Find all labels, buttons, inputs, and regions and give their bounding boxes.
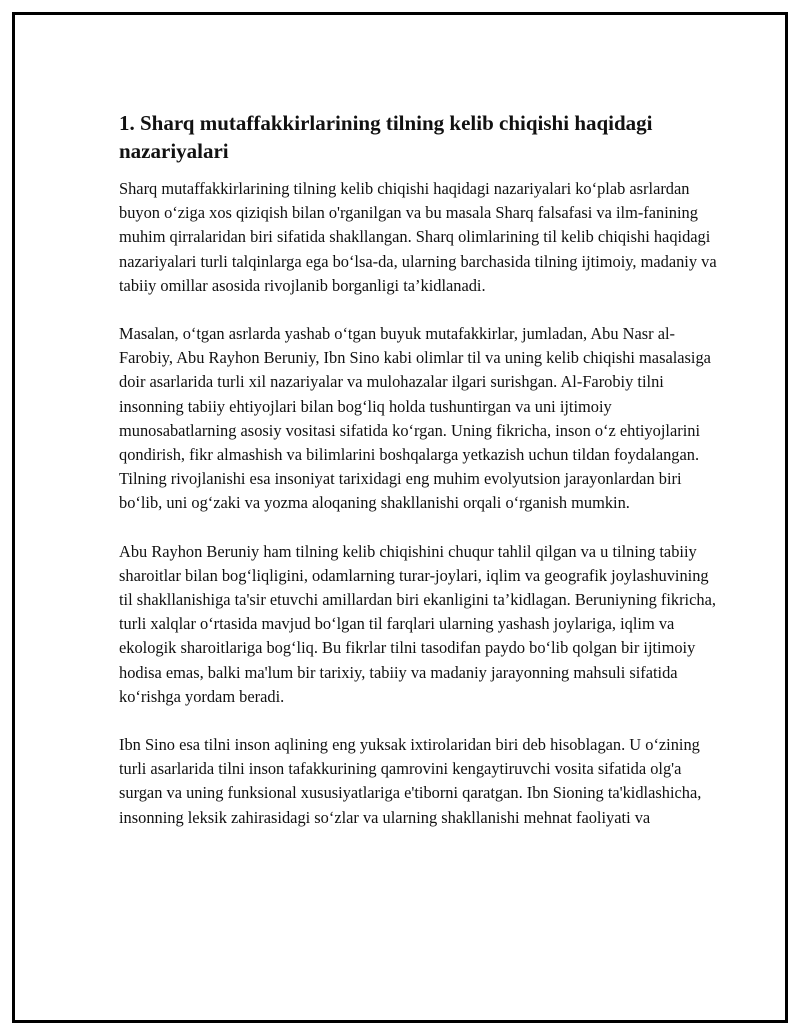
paragraph-beruniy: Abu Rayhon Beruniy ham tilning kelib chiqishini chuqur tahlil qilgan va u tilning tabiiy sharoitlar bilan bog‘liqligini, odamlarning turar-joylari, iqlim va geografik joylashuvining til shakllanishiga ta'sir etuvchi amillardan biri ekanligini ta’kidlagan. Beruniyning fikricha, turli xalqlar o‘rtasida mavjud bo‘lgan til farqlari ularning yashash joylariga, iqlim va ekologik sharoitlariga bog‘liq. Bu fikrlar tilni tasodifan paydo bo‘lib qolgan bir ijtimoiy hodisa emas, balki ma'lum bir tarixiy, tabiiy va madaniy jarayonning mahsuli sifatida ko‘rishga yordam beradi. bbox=[119, 541, 716, 706]
document-body bbox=[119, 109, 719, 854]
document-page bbox=[12, 12, 788, 1023]
paragraph-intro: Sharq mutaffakkirlarining tilning kelib chiqishi haqidagi nazariyalari ko‘plab asrlardan buyon o‘ziga xos qiziqish bilan o'rganilgan va bu masala Sharq falsafasi va ilm-fanining muhim qirralaridan biri sifatida shakllangan. Sharq olimlarining til kelib chiqishi haqidagi nazariyalari turli talqinlarga ega bo‘lsa-da, ularning barchasida tilning ijtimoiy, madaniy va tabiiy omillar asosida rivojlanib borganligi ta’kidlanadi. bbox=[119, 179, 717, 295]
paragraph-ibn-sino: Ibn Sino esa tilni inson aqlining eng yuksak ixtirolaridan biri deb hisoblagan. U o‘zining turli asarlarida tilni inson tafakkurining qamrovini kengaytiruvchi vosita sifatida olg'a surgan va uning funksional xususiyatlariga e'tiborni qaratgan. Ibn Sioning ta'kidlashicha, insonning leksik zahirasidagi so‘zlar va ularning shakllanishi mehnat faoliyati va bbox=[119, 735, 702, 827]
section-heading: 1. Sharq mutaffakkirlarining tilning kelib chiqishi haqidagi nazariyalari bbox=[119, 111, 653, 163]
paragraph-farobiy: Masalan, o‘tgan asrlarda yashab o‘tgan buyuk mutafakkirlar, jumladan, Abu Nasr al-Farobiy, Abu Rayhon Beruniy, Ibn Sino kabi olimlar til va uning kelib chiqishi masalasiga doir asarlarida turli xil nazariyalar va mulohazalar ilgari surishgan. Al-Farobiy tilni insonning tabiiy ehtiyojlari bilan bog‘liq holda tushuntirgan va uni ijtimoiy munosabatlarning asosiy vositasi sifatida ko‘rgan. Uning fikricha, inson o‘z ehtiyojlarini qondirish, fikr almashish va bilimlarini boshqalarga yetkazish uchun tildan foydalangan. Tilning rivojlanishi esa insoniyat tarixidagi eng muhim evolyutsion jarayonlardan biri bo‘lib, uni og‘zaki va yozma aloqaning shakllanishi orqali o‘rganish mumkin. bbox=[119, 324, 711, 513]
